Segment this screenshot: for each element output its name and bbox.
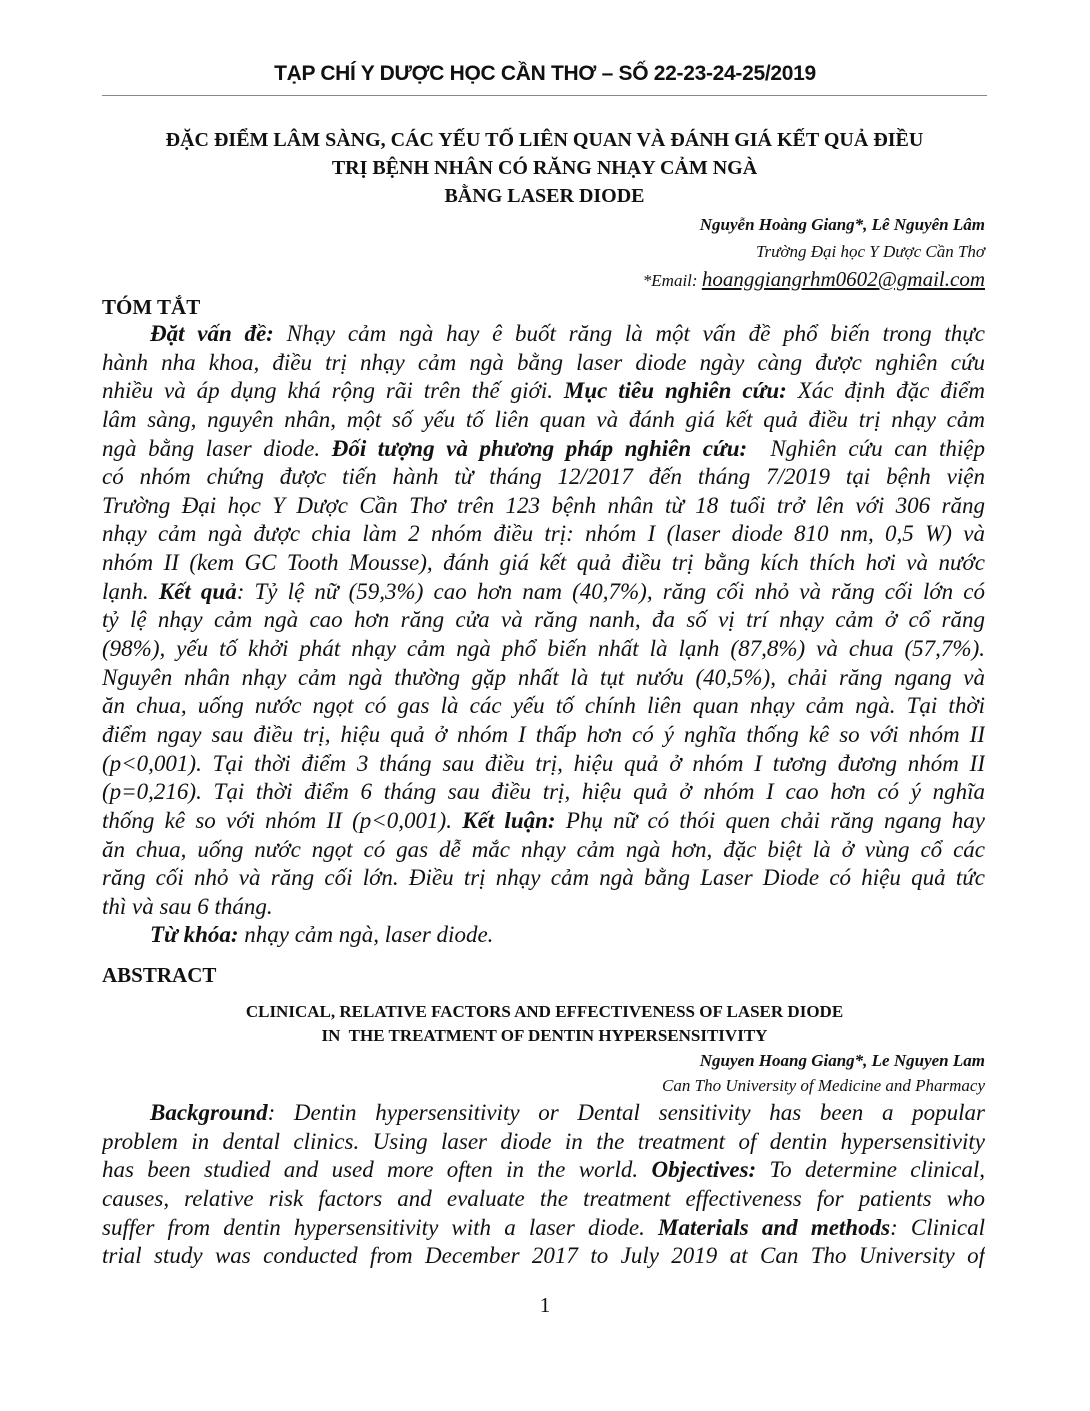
- text-run: (p<0,001). Tại thời điểm 3 tháng sau điều trị, hiệu quả ở nhóm I tương đương nhóm II: [102, 750, 985, 776]
- header-divider: [102, 95, 987, 96]
- text-run: : Clinical: [890, 1214, 985, 1240]
- text-run: : Tỷ lệ nữ (59,3%) cao hơn nam (40,7%), răng cối nhỏ và răng cối lớn có: [236, 578, 985, 604]
- title-line: BẰNG LASER DIODE: [444, 185, 645, 207]
- text-line: [102, 807, 985, 836]
- authors-vi: Nguyễn Hoàng Giang*, Lê Nguyên Lâm: [699, 215, 985, 234]
- text-line: [102, 435, 985, 464]
- text-run: điểm ngay sau điều trị, hiệu quả ở nhóm I thấp hơn có ý nghĩa thống kê so với nhóm II: [102, 721, 985, 747]
- text-run: trial study was conducted from December 2017 to July 2019 at Can Tho University of: [102, 1243, 985, 1269]
- text-line: [102, 463, 985, 492]
- section-heading-tomtat: TÓM TẮT: [102, 295, 201, 319]
- abstract-vi-body: [102, 320, 985, 950]
- bold-label: Materials and methods: [658, 1214, 891, 1240]
- text-run: lâm sàng, nguyên nhân, một số yếu tố liên quan và đánh giá kết quả điều trị nhạy cảm: [102, 406, 985, 432]
- text-run: thống kê so với nhóm II (p<0,001).: [102, 807, 463, 833]
- text-run: răng cối nhỏ và răng cối lớn. Điều trị nhạy cảm ngà bằng Laser Diode có hiệu quả tức: [102, 865, 985, 891]
- text-run: ăn chua, uống nước ngọt có gas là các yếu tố chính liên quan nhạy cảm ngà. Tại thời: [102, 693, 985, 719]
- section-heading-abstract: ABSTRACT: [102, 963, 217, 987]
- text-line: [102, 549, 985, 578]
- text-run: Xác định đặc điểm: [786, 378, 985, 404]
- text-line: [102, 1185, 985, 1214]
- text-line: [102, 349, 985, 378]
- text-run: lạnh.: [102, 578, 159, 604]
- text-run: tỷ lệ nhạy cảm ngà cao hơn răng cửa và răng nanh, đa số vị trí nhạy cảm ở cổ răng: [102, 607, 985, 633]
- text-line: [102, 864, 985, 893]
- bold-label: Objectives:: [651, 1157, 757, 1183]
- text-line: [102, 1156, 985, 1185]
- article-title-vi: [102, 126, 987, 210]
- text-run: : Dentin hypersensitivity or Dental sensitivity has been a popular: [267, 1100, 985, 1125]
- bold-label: Mục tiêu nghiên cứu:: [563, 378, 787, 404]
- text-run: nhạy cảm ngà, laser diode.: [238, 922, 494, 948]
- text-line: [102, 664, 985, 693]
- text-line: [102, 750, 985, 779]
- text-run: hành nha khoa, điều trị nhạy cảm ngà bằng laser diode ngày càng được nghiên cứu: [102, 349, 985, 375]
- text-line: [102, 893, 985, 922]
- email-link[interactable]: hoanggiangrhm0602@gmail.com: [701, 267, 985, 291]
- text-run: causes, relative risk factors and evaluate the treatment effectiveness for patients who: [102, 1185, 985, 1211]
- title-line: ĐẶC ĐIỂM LÂM SÀNG, CÁC YẾU TỐ LIÊN QUAN VÀ ĐÁNH GIÁ KẾT QUẢ ĐIỀU: [165, 129, 924, 151]
- text-line: [102, 1128, 985, 1157]
- title-line: IN THE TREATMENT OF DENTIN HYPERSENSITIVITY: [321, 1026, 768, 1045]
- journal-header: TẠP CHÍ Y DƯỢC HỌC CẦN THƠ – SỐ 22-23-24-25/2019: [274, 62, 816, 85]
- bold-label: Đặt vấn đề:: [150, 321, 274, 346]
- text-line: [102, 406, 985, 435]
- email-label: *Email:: [642, 271, 702, 290]
- text-line: [102, 1242, 985, 1271]
- page-number: 1: [539, 1293, 551, 1317]
- text-run: problem in dental clinics. Using laser diode in the treatment of dentin hypersensitivity: [102, 1128, 985, 1154]
- bold-label: Background: [150, 1100, 268, 1125]
- text-run: Nguyên nhân nhạy cảm ngà thường gặp nhất là tụt nướu (40,5%), chải răng ngang và: [102, 664, 985, 690]
- text-run: Nhạy cảm ngà hay ê buốt răng là một vấn đề phổ biến trong thực: [273, 321, 985, 346]
- authors-en: Nguyen Hoang Giang*, Le Nguyen Lam: [699, 1051, 985, 1070]
- text-run: có nhóm chứng được tiến hành từ tháng 12/2017 đến tháng 7/2019 tại bệnh viện: [102, 464, 985, 490]
- text-line: [102, 1214, 985, 1243]
- text-run: (p=0,216). Tại thời điểm 6 tháng sau điều trị, hiệu quả ở nhóm I cao hơn có ý nghĩa: [102, 779, 985, 805]
- text-line: [102, 721, 985, 750]
- text-line: [102, 692, 985, 721]
- text-run: ngà bằng laser diode.: [102, 435, 332, 461]
- article-title-en: [102, 1000, 987, 1048]
- text-line: [102, 1099, 985, 1128]
- text-line: [102, 377, 985, 406]
- bold-label: Đối tượng và phương pháp nghiên cứu:: [331, 435, 748, 461]
- affiliation-vi: Trường Đại học Y Dược Cần Thơ: [755, 242, 985, 261]
- text-line: [102, 921, 985, 950]
- bold-label: Kết luận:: [462, 807, 556, 833]
- text-line: [102, 635, 985, 664]
- affiliation-en: Can Tho University of Medicine and Pharmacy: [662, 1076, 985, 1095]
- email-line: [102, 267, 985, 292]
- abstract-en-body: [102, 1099, 985, 1271]
- text-line: [102, 492, 985, 521]
- bold-label: Từ khóa:: [150, 922, 239, 948]
- text-line: [102, 320, 985, 349]
- text-run: Phụ nữ có thói quen chải răng ngang hay: [555, 807, 985, 833]
- text-run: (98%), yếu tố khởi phát nhạy cảm ngà phổ biến nhất là lạnh (87,8%) và chua (57,7%).: [102, 636, 985, 662]
- text-run: nhóm II (kem GC Tooth Mousse), đánh giá kết quả điều trị bằng kích thích hơi và nước: [102, 550, 985, 576]
- text-line: [102, 836, 985, 865]
- text-run: ăn chua, uống nước ngọt có gas dễ mắc nhạy cảm ngà hơn, đặc biệt là ở vùng cổ các: [102, 836, 985, 862]
- text-line: [102, 520, 985, 549]
- text-run: has been studied and used more often in the world.: [102, 1157, 652, 1183]
- title-line: TRỊ BỆNH NHÂN CÓ RĂNG NHẠY CẢM NGÀ: [331, 157, 758, 179]
- text-run: Nghiên cứu can thiệp: [747, 435, 985, 461]
- text-run: nhạy cảm ngà được chia làm 2 nhóm điều trị: nhóm I (laser diode 810 nm, 0,5 W) và: [102, 521, 985, 547]
- text-run: suffer from dentin hypersensitivity with a laser diode.: [102, 1214, 658, 1240]
- text-run: nhiều và áp dụng khá rộng rãi trên thế giới.: [102, 378, 564, 404]
- text-line: [102, 606, 985, 635]
- text-line: [102, 578, 985, 607]
- bold-label: Kết quả: [158, 578, 237, 604]
- text-run: Trường Đại học Y Dược Cần Thơ trên 123 bệnh nhân từ 18 tuổi trở lên với 306 răng: [102, 492, 985, 518]
- text-run: To determine clinical,: [756, 1157, 985, 1183]
- text-line: [102, 778, 985, 807]
- title-line: CLINICAL, RELATIVE FACTORS AND EFFECTIVENESS OF LASER DIODE: [245, 1002, 844, 1021]
- text-run: thì và sau 6 tháng.: [102, 893, 273, 919]
